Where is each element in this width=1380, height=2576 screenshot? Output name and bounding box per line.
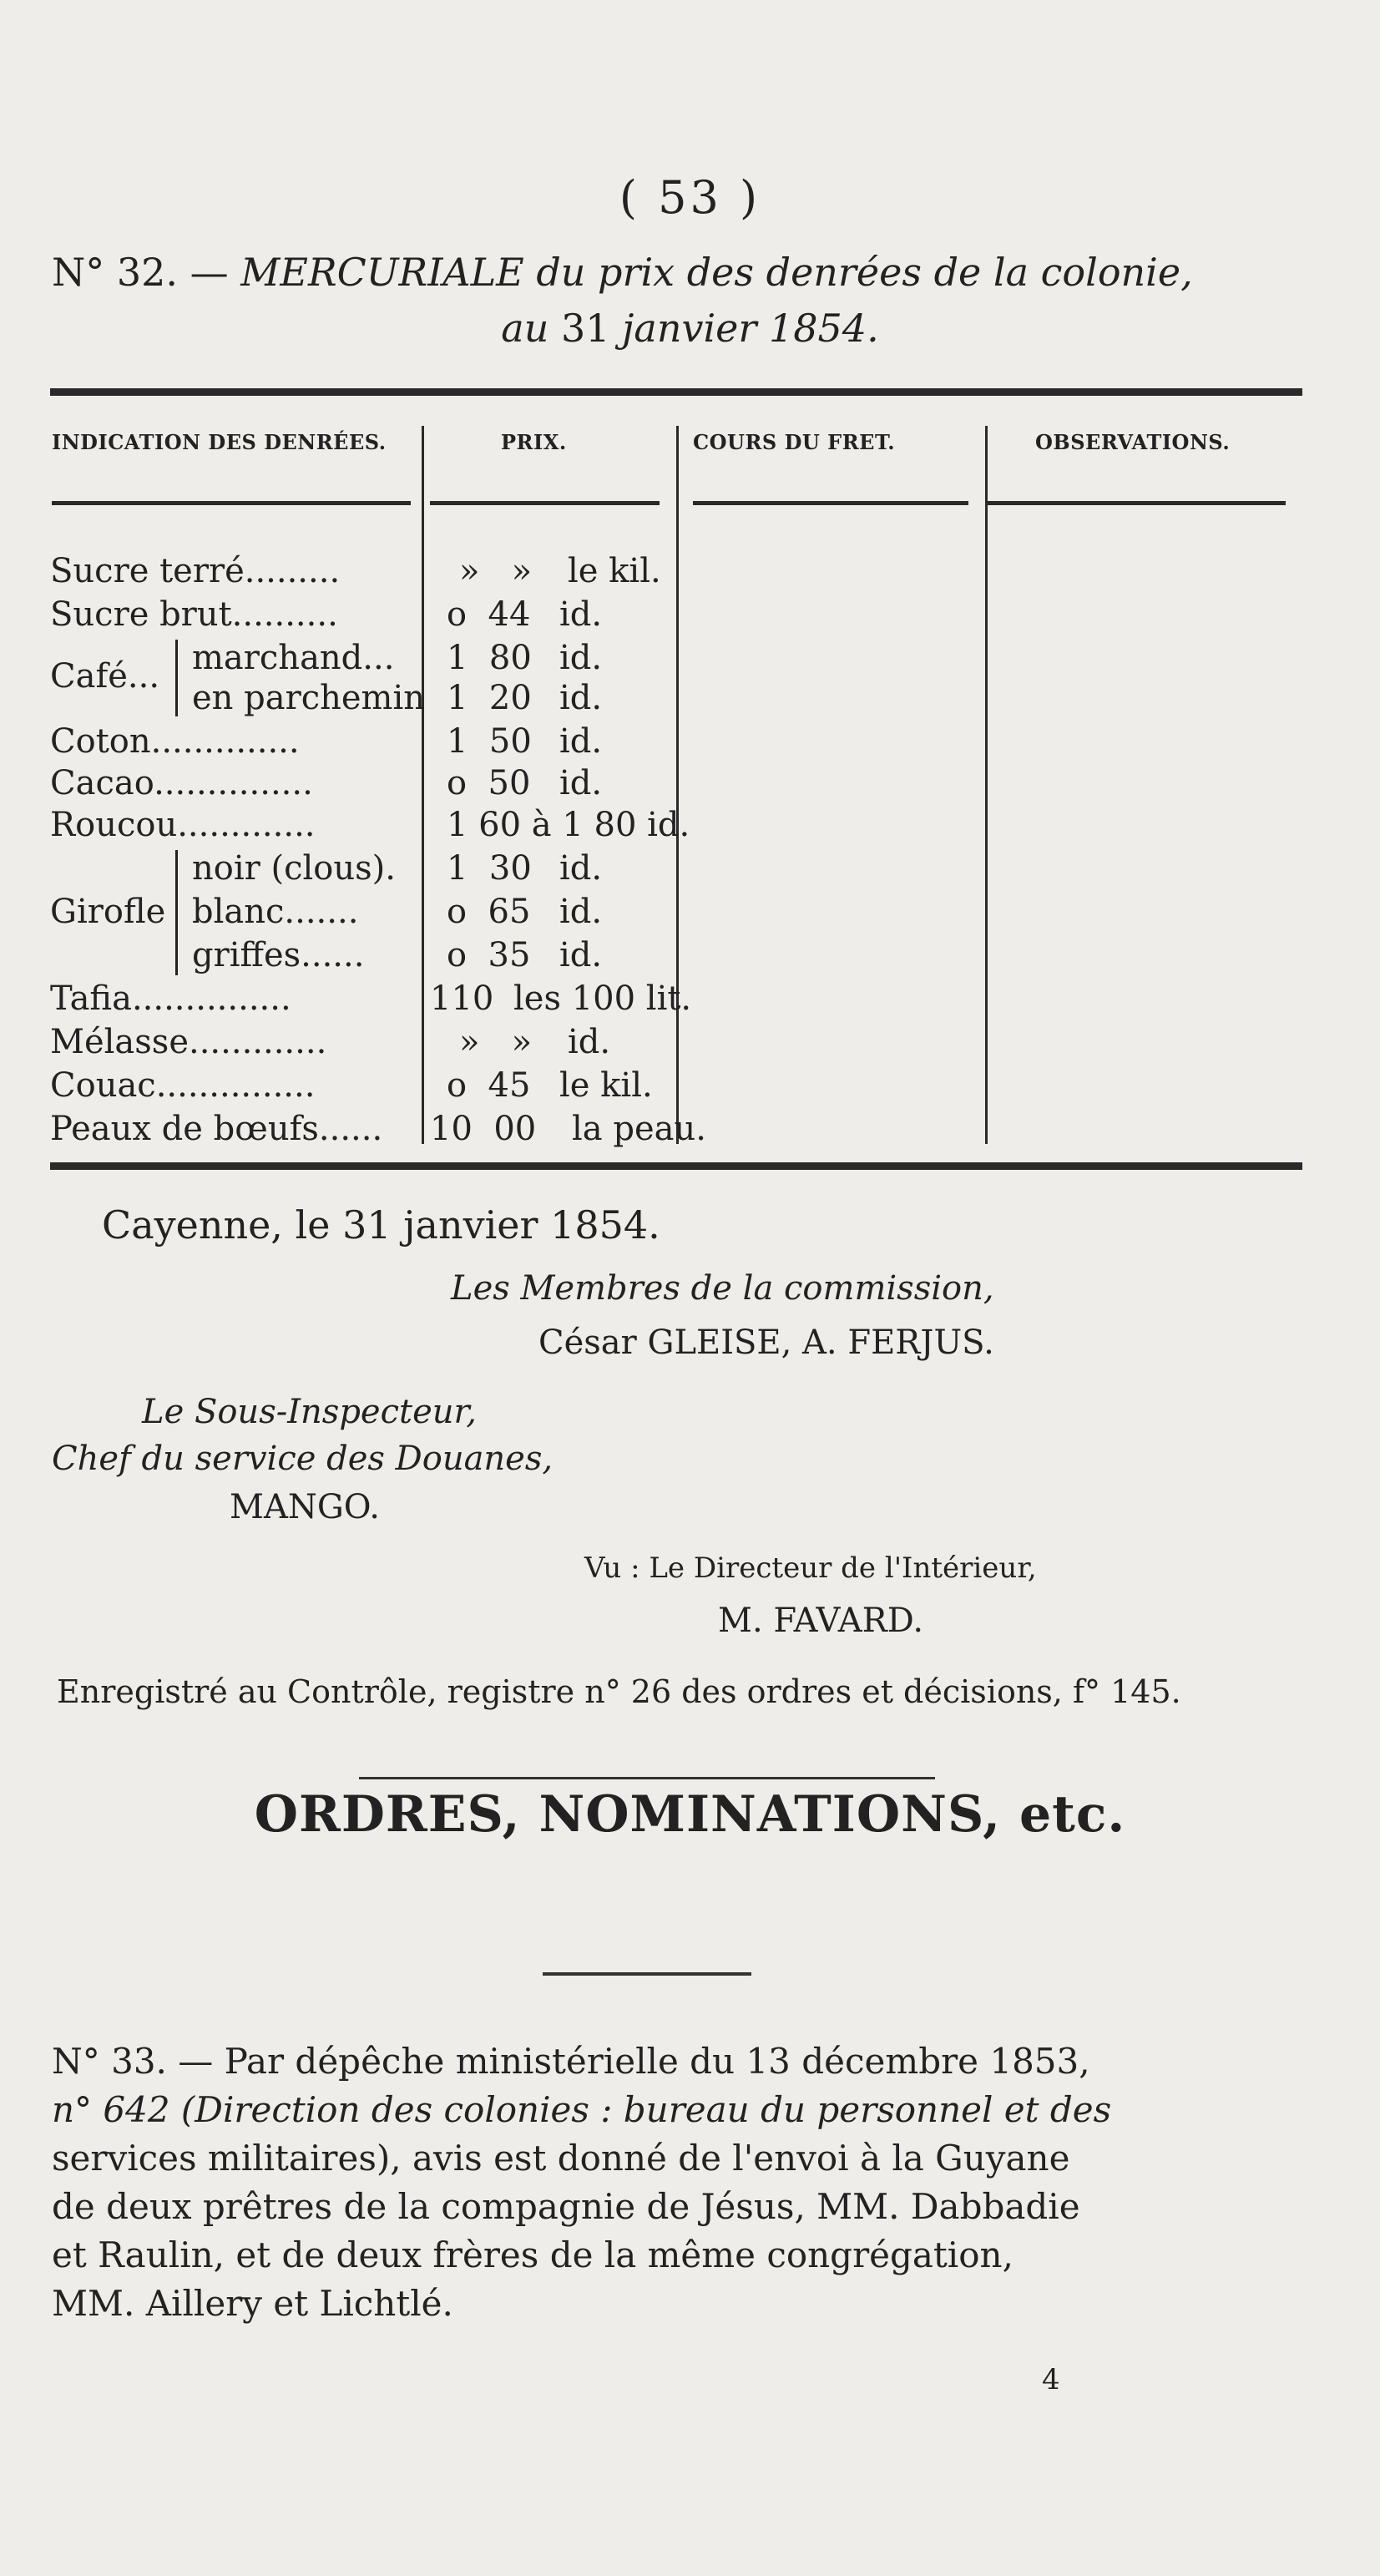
col-rule-4 bbox=[985, 501, 1286, 505]
place-date: Cayenne, le 31 janvier 1854. bbox=[102, 1202, 660, 1248]
chef-douanes: Chef du service des Douanes, bbox=[52, 1440, 554, 1478]
bottom-rule bbox=[50, 1162, 1302, 1170]
header-denrees: INDICATION DES DENRÉES. bbox=[52, 430, 387, 454]
section-title: ORDRES, NOMINATIONS, etc. bbox=[254, 1785, 1126, 1844]
commission-members: César GLEISE, A. FERJUS. bbox=[538, 1323, 994, 1362]
paragraph-line: services militaires), avis est donné de l'envoi à la Guyane bbox=[52, 2138, 1070, 2179]
document-page: ( 53 ) N° 32. — MERCURIALE du prix des denrées de la colonie, au 31 janvier 1854. INDICATION DES DENRÉES. PRIX. COURS DU FRET. OBSERVATIONS. Sucre terré......... » » le kil. Sucre brut.......... o 44 id. Café... marchand... 1 80 id. en parchemin 1 20 id. Coton.............. 1 50 id. Cacao............... o 50 id. Roucou............. 1 60 à 1 80 id. Girofle noir (clous). 1 30 id. blanc....... o 65 id. griffes...... o 35 id. Tafia............... 110 les 100 lit. Mélasse............. » » id. Couac............... o 45 le kil. Peaux de bœufs...... 10 00 la peau. Cayenne, le 31 janvier 1854. Les Membres de la commission, César GLEISE, A. FERJUS. Le Sous-Inspecteur, Chef du service des Douanes, MANGO. Vu : Le Directeur de l'Intérieur, M. FAVARD. Enregistré au Contrôle, registre n° 26 des ordres et décisions, f° 145. ORDRES, NOMINATIONS, etc. N° 33. — Par dépêche ministérielle du 13 décembre 1853, n° 642 (Direction des colonies : bureau du personnel et des services militaires), avis est donné de l'envoi à la Guyane de deux prêtres de la compagnie de Jésus, MM. Dabbadie et Raulin, et de deux frères de la même congrégation, MM. Aillery et Lichtlé. 4 bbox=[0, 0, 1380, 2576]
col-rule-2 bbox=[430, 501, 660, 505]
divider-1 bbox=[422, 426, 424, 1144]
top-rule bbox=[50, 388, 1302, 396]
header-fret: COURS DU FRET. bbox=[693, 430, 896, 454]
header-observations: OBSERVATIONS. bbox=[1035, 430, 1231, 454]
vu-directeur: Vu : Le Directeur de l'Intérieur, bbox=[584, 1551, 1037, 1585]
signature-favard: M. FAVARD. bbox=[718, 1602, 924, 1640]
separator-rule bbox=[359, 1777, 935, 1779]
enregistre-line: Enregistré au Contrôle, registre n° 26 des ordres et décisions, f° 145. bbox=[57, 1673, 1181, 1710]
paragraph-line: MM. Aillery et Lichtlé. bbox=[52, 2283, 453, 2324]
group-label-girofle: Girofle bbox=[50, 893, 166, 931]
paragraph-line: N° 33. — Par dépêche ministérielle du 13 décembre 1853, bbox=[52, 2041, 1090, 2082]
mercuriale-title bbox=[52, 249, 1304, 296]
paragraph-line: n° 642 (Direction des colonies : bureau du personnel et des bbox=[52, 2089, 1112, 2130]
col-rule-1 bbox=[52, 501, 411, 505]
title-number: N° 32. bbox=[52, 250, 179, 295]
short-rule bbox=[543, 1972, 751, 1976]
group-label-cafe: Café... bbox=[50, 657, 160, 696]
title-dash: — bbox=[190, 250, 229, 295]
brace-girofle bbox=[175, 850, 185, 975]
commission-heading: Les Membres de la commission, bbox=[451, 1269, 994, 1308]
paragraph-line: et Raulin, et de deux frères de la même congrégation, bbox=[52, 2234, 1014, 2275]
divider-2 bbox=[676, 426, 679, 1144]
mercuriale-title-date: au 31 janvier 1854. bbox=[501, 306, 879, 351]
page-number: ( 53 ) bbox=[619, 171, 761, 224]
header-prix: PRIX. bbox=[501, 430, 567, 454]
footer-mark: 4 bbox=[1042, 2363, 1060, 2396]
paragraph-line: de deux prêtres de la compagnie de Jésus, MM. Dabbadie bbox=[52, 2186, 1080, 2227]
paragraph-33 bbox=[52, 2037, 1304, 2328]
sous-inspecteur: Le Sous-Inspecteur, bbox=[142, 1393, 477, 1431]
brace-cafe bbox=[175, 640, 185, 716]
divider-3 bbox=[985, 426, 988, 1144]
col-rule-3 bbox=[693, 501, 968, 505]
title-text: MERCURIALE du prix des denrées de la colonie, bbox=[240, 250, 1193, 295]
signature-mango: MANGO. bbox=[230, 1488, 380, 1526]
